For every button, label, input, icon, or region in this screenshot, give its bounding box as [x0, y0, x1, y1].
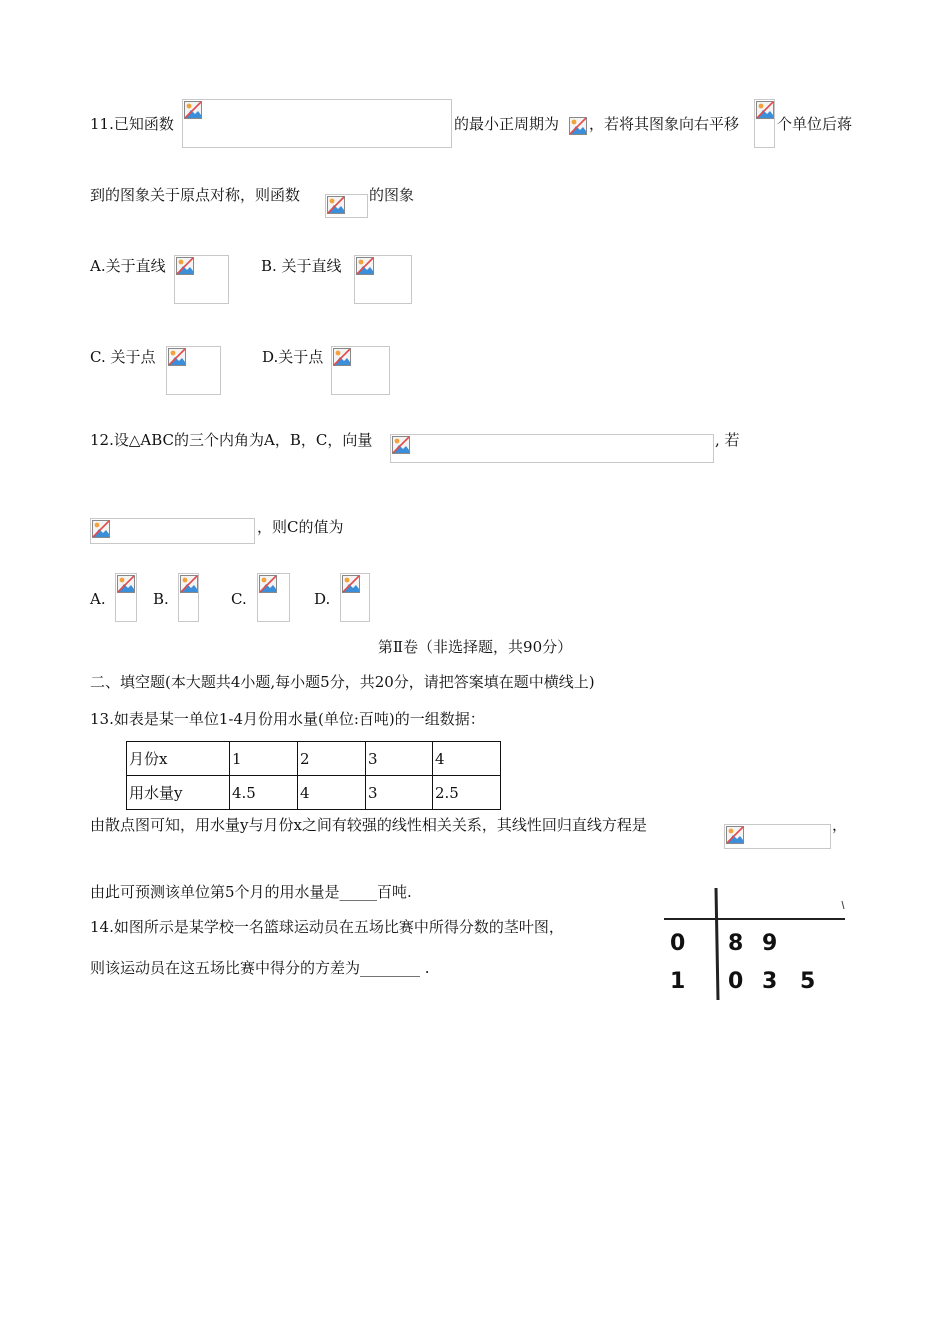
q11-option-d: D.关于点	[262, 348, 324, 366]
stem-leaf-plot	[660, 885, 850, 1003]
formula-image	[174, 255, 229, 304]
broken-image-icon	[392, 436, 410, 454]
q11-text-5: 到的图象关于原点对称，则函数	[90, 186, 301, 204]
formula-image	[754, 99, 775, 148]
data-table	[126, 741, 501, 810]
broken-image-icon	[569, 117, 587, 135]
q12-option-d: D.	[314, 590, 331, 608]
section-heading: 二、填空题(本大题共4小题,每小题5分，共20分，请把答案填在题中横线上)	[90, 673, 595, 691]
q14-text-2: 则该运动员在这五场比赛中得分的方差为________ .	[90, 959, 430, 977]
q12-option-a: A.	[90, 590, 106, 608]
section-title: 第Ⅱ卷（非选择题，共90分）	[377, 638, 573, 656]
broken-image-icon	[333, 348, 351, 366]
q11-text-1: 11.已知函数	[90, 115, 174, 133]
q12-text-2: , 若	[715, 431, 740, 449]
q11-option-a: A.关于直线	[90, 257, 166, 275]
q12-option-b: B.	[153, 590, 169, 608]
table-cell: 用水量y	[127, 776, 230, 810]
table-row	[127, 776, 501, 810]
stem-leaf-lines	[660, 885, 850, 1003]
table-cell: 2	[298, 742, 366, 776]
broken-image-icon	[176, 257, 194, 275]
q11-text-3: ，若将其图象向右平移	[589, 115, 740, 133]
leaf: 5	[800, 969, 816, 994]
formula-image	[182, 99, 452, 148]
table-cell: 1	[230, 742, 298, 776]
q13-text-2: 由散点图可知，用水量y与月份x之间有较强的线性相关关系，其线性回归直线方程是	[90, 816, 647, 834]
q11-text-6: 的图象	[369, 186, 415, 204]
leaf: 8	[728, 931, 744, 956]
broken-image-icon	[342, 575, 360, 593]
formula-image	[340, 573, 370, 622]
broken-image-icon	[356, 257, 374, 275]
q11-option-b: B. 关于直线	[261, 257, 342, 275]
formula-image	[390, 434, 714, 463]
formula-image	[568, 116, 588, 134]
q12-text-3: ，则C的值为	[257, 518, 344, 536]
formula-image	[325, 194, 368, 218]
leaf: 0	[728, 969, 744, 994]
broken-image-icon	[184, 101, 202, 119]
q12-text-1: 12.设△ABC的三个内角为A，B，C，向量	[90, 431, 373, 449]
formula-image	[166, 346, 221, 395]
table-cell: 月份x	[127, 742, 230, 776]
formula-image	[724, 824, 831, 849]
table-cell: 4.5	[230, 776, 298, 810]
q13-intro: 13.如表是某一单位1-4月份用水量(单位:百吨)的一组数据：	[90, 710, 485, 728]
formula-image	[178, 573, 199, 622]
q12-option-c: C.	[231, 590, 247, 608]
stem-1: 1	[670, 969, 686, 994]
q11-text-4: 个单位后蒋	[777, 115, 853, 133]
broken-image-icon	[726, 826, 744, 844]
broken-image-icon	[168, 348, 186, 366]
leaf: 3	[762, 969, 778, 994]
broken-image-icon	[117, 575, 135, 593]
table-cell: 4	[433, 742, 501, 776]
q13-text-3: ，	[832, 816, 848, 834]
formula-image	[331, 346, 390, 395]
broken-image-icon	[756, 101, 774, 119]
formula-image	[90, 518, 255, 544]
q11-text-2: 的最小正周期为	[454, 115, 560, 133]
broken-image-icon	[259, 575, 277, 593]
formula-image	[115, 573, 137, 622]
formula-image	[257, 573, 290, 622]
stem-0: 0	[670, 931, 686, 956]
q14-text-1: 14.如图所示是某学校一名篮球运动员在五场比赛中所得分数的茎叶图，	[90, 918, 564, 936]
table-row	[127, 742, 501, 776]
q13-text-4: 由此可预测该单位第5个月的用水量是_____百吨.	[90, 883, 412, 901]
table-cell: 2.5	[433, 776, 501, 810]
leaf: 9	[762, 931, 778, 956]
broken-image-icon	[92, 520, 110, 538]
formula-image	[354, 255, 412, 304]
table-cell: 3	[366, 742, 433, 776]
table-cell: 4	[298, 776, 366, 810]
broken-image-icon	[327, 196, 345, 214]
q11-option-c: C. 关于点	[90, 348, 156, 366]
broken-image-icon	[180, 575, 198, 593]
table-cell: 3	[366, 776, 433, 810]
